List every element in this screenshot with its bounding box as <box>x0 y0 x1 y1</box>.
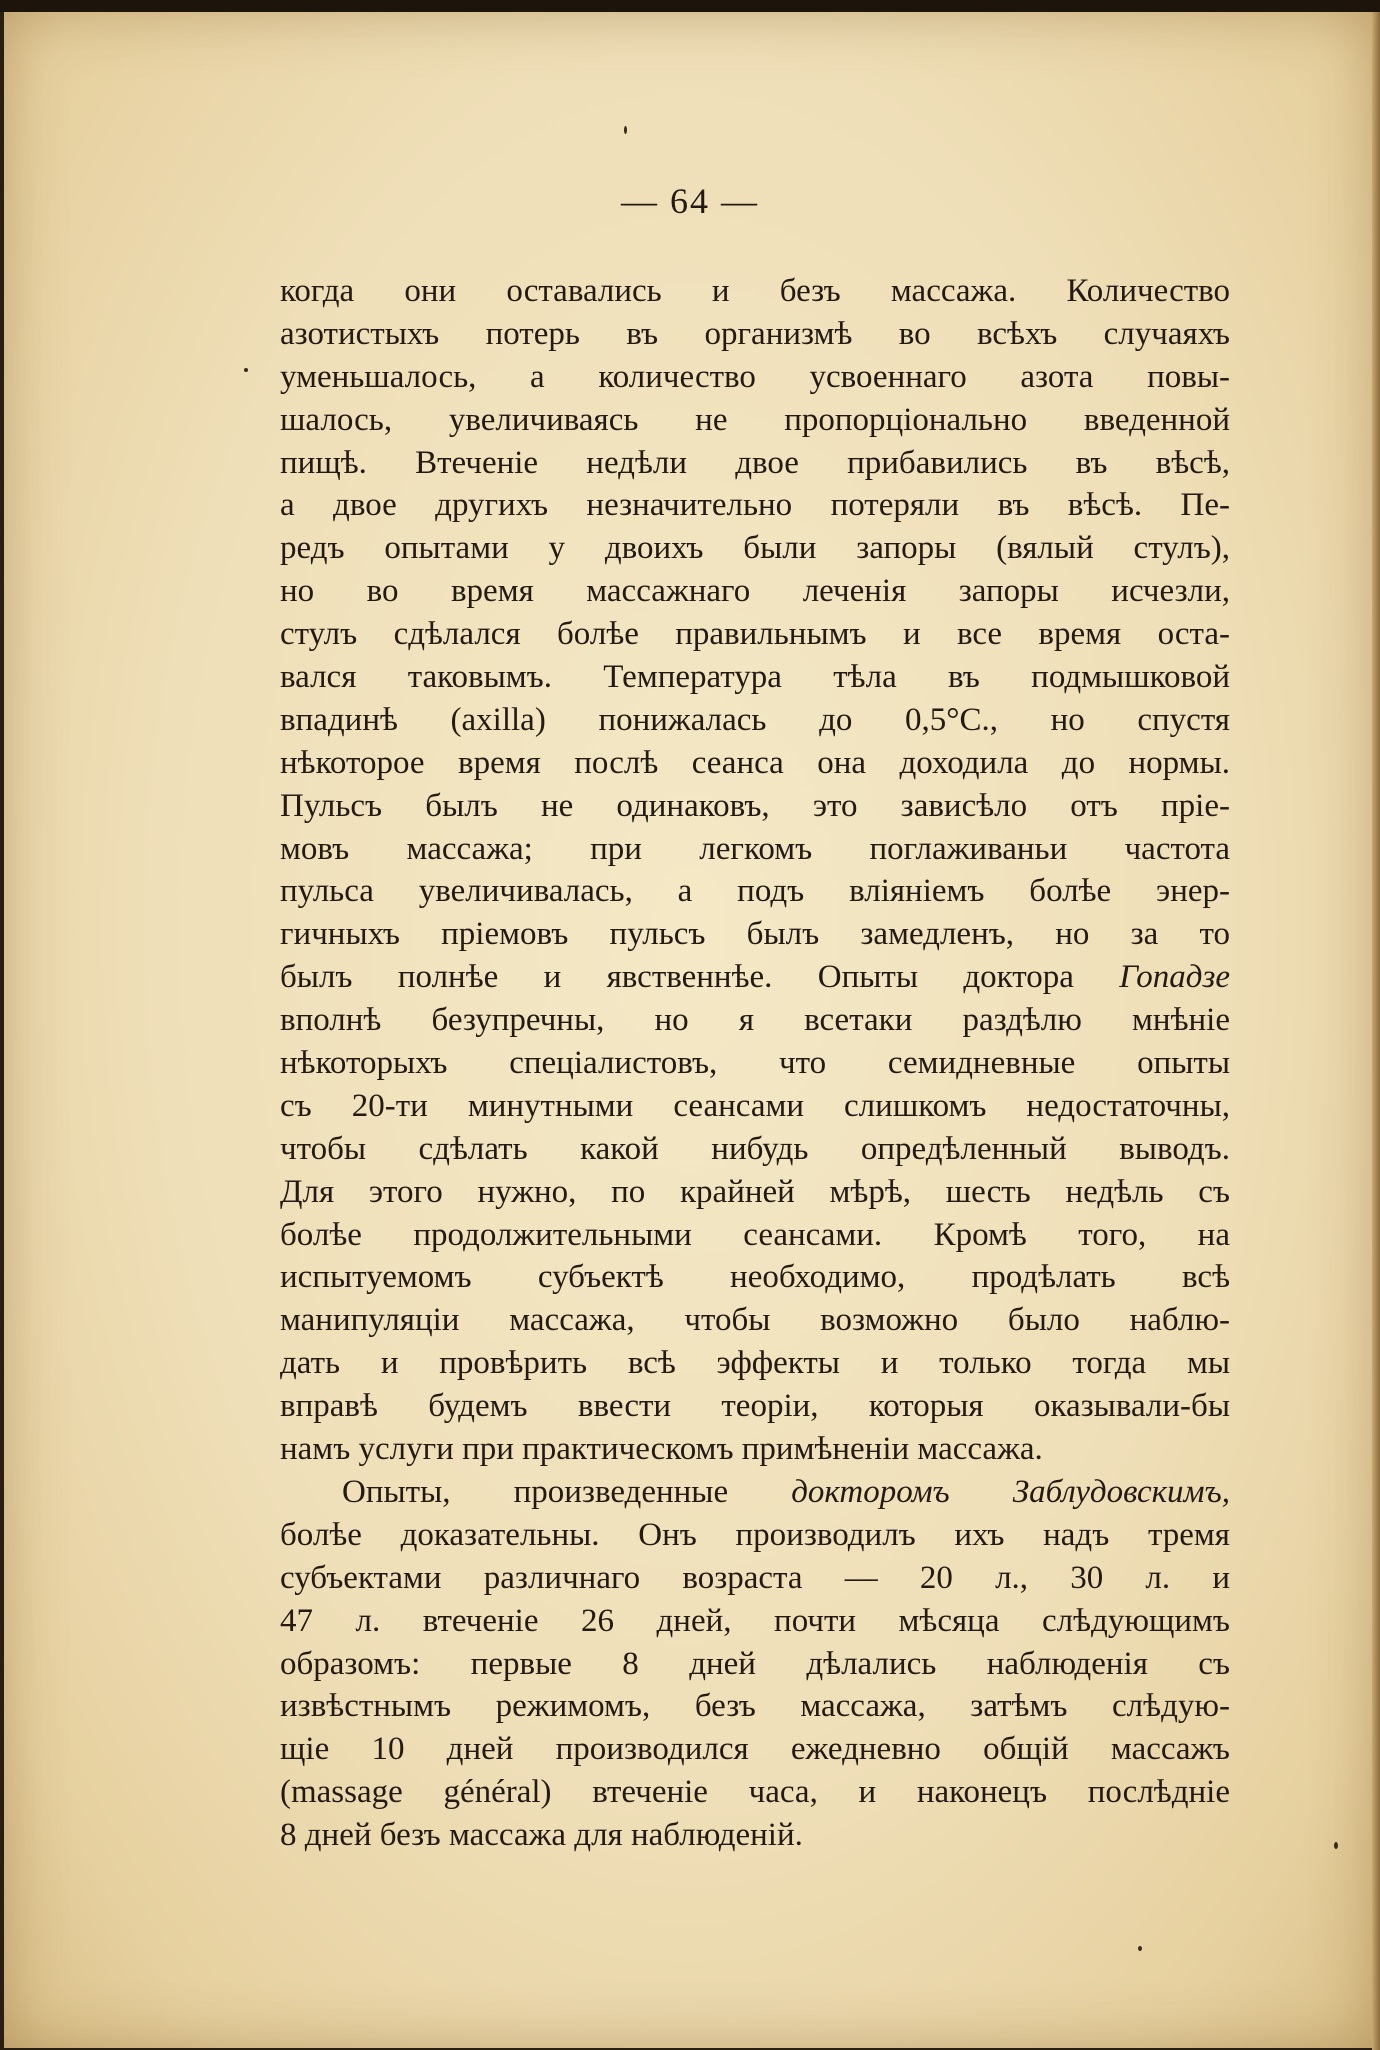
ink-speck <box>1334 1842 1338 1849</box>
text-line: шалось, увеличиваясь не пропорціонально введенной <box>280 401 1230 438</box>
text-line: Пульсъ былъ не одинаковъ, это зависѣло отъ пріе- <box>280 787 1230 824</box>
page-number: — 64 — <box>621 181 759 221</box>
text-line: вправѣ будемъ ввести теоріи, которыя оказывали-бы <box>280 1388 1230 1425</box>
text-line: Для этого нужно, по крайней мѣрѣ, шесть недѣль съ <box>280 1173 1230 1210</box>
scan-top-edge <box>0 0 1380 12</box>
text-line: 47 л. втеченіе 26 дней, почти мѣсяца слѣдующимъ <box>280 1602 1230 1639</box>
text-line: пищѣ. Втеченіе недѣли двое прибавились въ вѣсѣ, <box>280 444 1230 481</box>
text-line: мовъ массажа; при легкомъ поглаживаньи частота <box>280 830 1230 867</box>
text-line: испытуемомъ субъектѣ необходимо, продѣлать всѣ <box>280 1259 1230 1296</box>
text-line: болѣе продолжительными сеансами. Кромѣ того, на <box>280 1216 1230 1253</box>
text-line: но во время массажнаго леченія запоры исчезли, <box>280 573 1230 610</box>
text-line: гичныхъ пріемовъ пульсъ былъ замедленъ, но за то <box>280 916 1230 953</box>
text-line: манипуляціи массажа, чтобы возможно было наблю- <box>280 1302 1230 1339</box>
text-line: дать и провѣрить всѣ эффекты и только тогда мы <box>280 1345 1230 1382</box>
text-line: впадинѣ (axilla) понижалась до 0,5°С., но спустя <box>280 701 1230 738</box>
paragraph-start-line <box>280 1471 1230 1514</box>
text-line: болѣе доказательны. Онъ производилъ ихъ надъ тремя <box>280 1516 1230 1553</box>
ink-speck <box>244 368 248 372</box>
text-line: уменьшалось, а количество усвоеннаго азота повы- <box>280 358 1230 395</box>
text-line: субъектами различнаго возраста — 20 л., 30 л. и <box>280 1559 1230 1596</box>
doctor-name-gopadze: Гопадзе <box>1119 959 1230 996</box>
text-line: нѣкоторое время послѣ сеанса она доходила до нормы. <box>280 744 1230 781</box>
text-line: когда они оставались и безъ массажа. Количество <box>280 273 1230 309</box>
text-line: чтобы сдѣлать какой нибудь опредѣленный выводъ. <box>280 1130 1230 1167</box>
text-line: пульса увеличивалась, а подъ вліяніемъ болѣе энер- <box>280 873 1230 910</box>
paragraph-end-line: 8 дней безъ массажа для наблюденій. <box>280 1817 803 1854</box>
text-line: нѣкоторыхъ спеціалистовъ, что семидневные опыты <box>280 1045 1230 1082</box>
body-text <box>280 270 1230 1857</box>
page-edge <box>1372 12 1380 2050</box>
paragraph-end-line: намъ услуги при практическомъ примѣненіи массажа. <box>280 1431 1043 1468</box>
text-line: редъ опытами у двоихъ были запоры (вялый стулъ), <box>280 530 1230 567</box>
text-line: щіе 10 дней производился ежедневно общій массажъ <box>280 1731 1230 1768</box>
line-text: Опыты, произведенные <box>342 1473 792 1510</box>
text-line: съ 20-ти минутными сеансами слишкомъ недостаточны, <box>280 1087 1230 1124</box>
text-line: вался таковымъ. Температура тѣла въ подмышковой <box>280 659 1230 696</box>
text-line: вполнѣ безупречны, но я всетаки раздѣлю мнѣніе <box>280 1002 1230 1039</box>
doctor-name-zabludovsky: докторомъ Заблудовскимъ, <box>791 1473 1230 1510</box>
ink-speck <box>624 126 627 134</box>
text-line: стулъ сдѣлался болѣе правильнымъ и все время оста- <box>280 616 1230 653</box>
text-line: извѣстнымъ режимомъ, безъ массажа, затѣмъ слѣдую- <box>280 1688 1230 1725</box>
text-line: азотистыхъ потерь въ организмѣ во всѣхъ случаяхъ <box>280 315 1230 352</box>
text-line <box>280 956 1230 999</box>
text-line: образомъ: первые 8 дней дѣлались наблюденія съ <box>280 1645 1230 1682</box>
ink-speck <box>1138 1946 1142 1951</box>
text-line: а двое другихъ незначительно потеряли въ вѣсѣ. Пе- <box>280 487 1230 524</box>
text-line: (massage général) втеченіе часа, и наконецъ послѣдніе <box>280 1774 1230 1811</box>
line-text: былъ полнѣе и явственнѣе. Опыты доктора <box>280 959 1120 996</box>
